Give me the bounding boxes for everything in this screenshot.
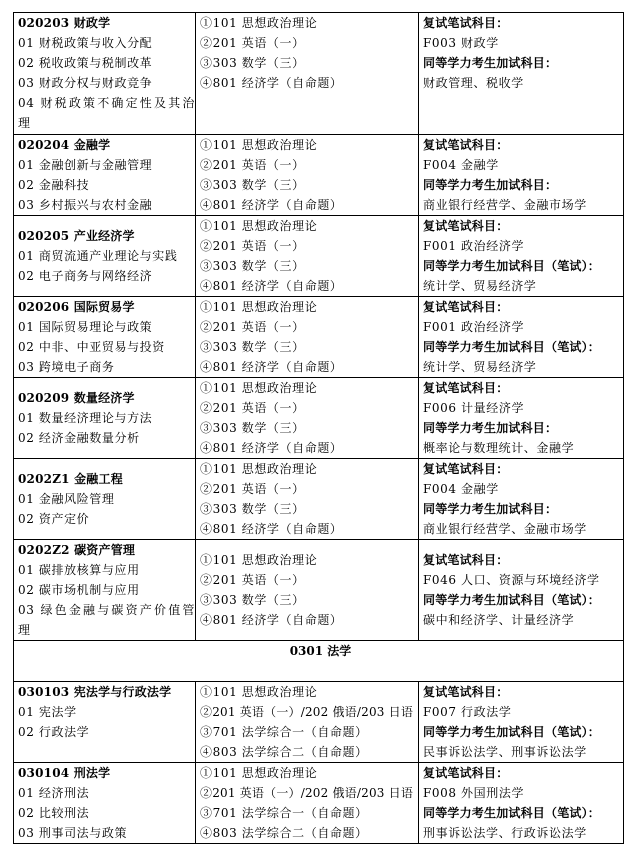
- program-row: [14, 135, 624, 216]
- exam-subject: ②201 英语（一）: [200, 239, 305, 253]
- program-code: 020204: [18, 138, 70, 152]
- exam-subject: ④801 经济学（自命题）: [200, 522, 343, 536]
- research-direction: 02 电子商务与网络经济: [18, 269, 153, 283]
- program-heading: [18, 540, 195, 560]
- retest-cell: [419, 540, 624, 641]
- extra-exam-subjects: 碳中和经济学、计量经济学: [423, 613, 575, 627]
- retest-title: 复试笔试科目：: [423, 553, 509, 567]
- research-direction: 02 资产定价: [18, 512, 90, 526]
- research-direction: 03 刑事司法与政策: [18, 826, 128, 840]
- extra-exam-title: 同等学力考生加试科目：: [423, 178, 558, 192]
- exam-subject: ①101 思想政治理论: [200, 381, 318, 395]
- exam-subject: ④801 经济学（自命题）: [200, 360, 343, 374]
- program-heading: [18, 226, 195, 246]
- exam-subjects-cell: [196, 13, 419, 135]
- retest-cell: [419, 13, 624, 135]
- exam-subject: ④801 经济学（自命题）: [200, 613, 343, 627]
- retest-title: 复试笔试科目：: [423, 219, 509, 233]
- research-direction: 02 金融科技: [18, 178, 90, 192]
- program-heading: [18, 13, 195, 33]
- program-name: 数量经济学: [73, 391, 135, 405]
- research-direction: 02 中非、中亚贸易与投资: [18, 340, 165, 354]
- program-heading: [18, 763, 195, 783]
- research-direction: 理: [18, 623, 31, 637]
- extra-exam-subjects: 统计学、贸易经济学: [423, 360, 537, 374]
- research-direction: 01 金融风险管理: [18, 492, 115, 506]
- exam-subject: ②201 英语（一）: [200, 573, 305, 587]
- program-name: 国际贸易学: [73, 300, 135, 314]
- retest-cell: [419, 763, 624, 844]
- exam-subject: ③303 数学（三）: [200, 259, 305, 273]
- exam-subject: ③303 数学（三）: [200, 421, 305, 435]
- retest-cell: [419, 682, 624, 763]
- research-direction: 01 数量经济理论与方法: [18, 411, 153, 425]
- exam-subject: ③701 法学综合一（自命题）: [200, 806, 368, 820]
- retest-subject: F007 行政法学: [423, 705, 512, 719]
- program-table: [13, 12, 624, 844]
- research-direction: 03 财政分权与财政竞争: [18, 76, 153, 90]
- extra-exam-subjects: 商业银行经营学、金融市场学: [423, 522, 587, 536]
- program-cell: [14, 540, 196, 641]
- retest-title: 复试笔试科目：: [423, 300, 509, 314]
- retest-title: 复试笔试科目：: [423, 16, 509, 30]
- retest-title: 复试笔试科目：: [423, 381, 509, 395]
- retest-subject: F001 政治经济学: [423, 320, 525, 334]
- program-name: 刑法学: [73, 766, 111, 780]
- research-direction: 01 宪法学: [18, 705, 77, 719]
- retest-subject: F001 政治经济学: [423, 239, 525, 253]
- research-direction: 01 国际贸易理论与政策: [18, 320, 153, 334]
- program-row: [14, 763, 624, 844]
- retest-title: 复试笔试科目：: [423, 462, 509, 476]
- exam-subject: ②201 英语（一）: [200, 401, 305, 415]
- research-direction: 03 乡村振兴与农村金融: [18, 198, 153, 212]
- exam-subject: ②201 英语（一）: [200, 158, 305, 172]
- program-code: 030103: [18, 685, 70, 699]
- extra-exam-title: 同等学力考生加试科目：: [423, 502, 558, 516]
- extra-exam-title: 同等学力考生加试科目：: [423, 56, 558, 70]
- program-name: 宪法学与行政法学: [73, 685, 172, 699]
- retest-cell: [419, 378, 624, 459]
- program-table-body: [14, 13, 624, 844]
- retest-cell: [419, 459, 624, 540]
- exam-subject: ③303 数学（三）: [200, 593, 305, 607]
- exam-subject: ②201 英语（一）/202 俄语/203 日语: [200, 705, 414, 719]
- program-code: 0202Z1: [18, 472, 70, 486]
- program-cell: [14, 297, 196, 378]
- exam-subject: ①101 思想政治理论: [200, 219, 318, 233]
- exam-subject: ①101 思想政治理论: [200, 300, 318, 314]
- retest-subject: F008 外国刑法学: [423, 786, 525, 800]
- section-title: 0301 法学: [14, 641, 624, 682]
- exam-subject: ②201 英语（一）: [200, 36, 305, 50]
- retest-subject: F004 金融学: [423, 482, 499, 496]
- section-row: [14, 641, 624, 682]
- exam-subject: ③701 法学综合一（自命题）: [200, 725, 368, 739]
- exam-subject: ④803 法学综合二（自命题）: [200, 826, 368, 840]
- exam-subjects-cell: [196, 763, 419, 844]
- research-direction: 02 行政法学: [18, 725, 90, 739]
- exam-subject: ④801 经济学（自命题）: [200, 76, 343, 90]
- extra-exam-title: 同等学力考生加试科目：: [423, 421, 558, 435]
- exam-subject: ①101 思想政治理论: [200, 138, 318, 152]
- exam-subject: ③303 数学（三）: [200, 178, 305, 192]
- extra-exam-subjects: 概率论与数理统计、金融学: [423, 441, 575, 455]
- research-direction: 03 绿色金融与碳资产价值管: [18, 603, 195, 617]
- program-cell: [14, 763, 196, 844]
- program-code: 030104: [18, 766, 70, 780]
- exam-subjects-cell: [196, 297, 419, 378]
- exam-subjects-cell: [196, 216, 419, 297]
- exam-subject: ②201 英语（一）: [200, 482, 305, 496]
- program-heading: [18, 388, 195, 408]
- retest-cell: [419, 216, 624, 297]
- extra-exam-subjects: 财政管理、税收学: [423, 76, 524, 90]
- exam-subject: ①101 思想政治理论: [200, 16, 318, 30]
- program-row: [14, 540, 624, 641]
- exam-subjects-cell: [196, 378, 419, 459]
- exam-subject: ③303 数学（三）: [200, 56, 305, 70]
- exam-subjects-cell: [196, 540, 419, 641]
- extra-exam-title: 同等学力考生加试科目（笔试）：: [423, 593, 601, 607]
- program-cell: [14, 459, 196, 540]
- exam-subjects-cell: [196, 135, 419, 216]
- retest-subject: F046 人口、资源与环境经济学: [423, 573, 600, 587]
- program-name: 产业经济学: [73, 229, 135, 243]
- program-heading: [18, 297, 195, 317]
- program-row: [14, 216, 624, 297]
- exam-subject: ③303 数学（三）: [200, 340, 305, 354]
- extra-exam-title: 同等学力考生加试科目（笔试）：: [423, 725, 601, 739]
- research-direction: 理: [18, 116, 31, 130]
- exam-subject: ①101 思想政治理论: [200, 553, 318, 567]
- research-direction: 01 金融创新与金融管理: [18, 158, 153, 172]
- research-direction: 02 税收政策与税制改革: [18, 56, 153, 70]
- research-direction: 03 跨境电子商务: [18, 360, 115, 374]
- exam-subject: ①101 思想政治理论: [200, 766, 318, 780]
- retest-cell: [419, 297, 624, 378]
- extra-exam-title: 同等学力考生加试科目（笔试）：: [423, 806, 601, 820]
- research-direction: 04 财税政策不确定性及其治: [18, 96, 195, 110]
- program-cell: [14, 216, 196, 297]
- program-heading: [18, 682, 195, 702]
- extra-exam-title: 同等学力考生加试科目（笔试）：: [423, 340, 601, 354]
- program-row: [14, 459, 624, 540]
- research-direction: 01 财税政策与收入分配: [18, 36, 153, 50]
- retest-title: 复试笔试科目：: [423, 685, 509, 699]
- exam-subjects-cell: [196, 459, 419, 540]
- exam-subject: ②201 英语（一）: [200, 320, 305, 334]
- research-direction: 02 碳市场机制与应用: [18, 583, 140, 597]
- retest-subject: F003 财政学: [423, 36, 499, 50]
- program-cell: [14, 13, 196, 135]
- retest-subject: F004 金融学: [423, 158, 499, 172]
- program-row: [14, 682, 624, 763]
- program-name: 财政学: [73, 16, 111, 30]
- exam-subject: ②201 英语（一）/202 俄语/203 日语: [200, 786, 414, 800]
- program-code: 020205: [18, 229, 70, 243]
- retest-subject: F006 计量经济学: [423, 401, 525, 415]
- exam-subject: ①101 思想政治理论: [200, 685, 318, 699]
- program-row: [14, 297, 624, 378]
- program-code: 0202Z2: [18, 543, 70, 557]
- program-name: 碳资产管理: [74, 543, 136, 557]
- extra-exam-subjects: 民事诉讼法学、刑事诉讼法学: [423, 745, 587, 759]
- research-direction: 02 经济金融数量分析: [18, 431, 140, 445]
- research-direction: 01 经济刑法: [18, 786, 90, 800]
- program-heading: [18, 469, 195, 489]
- exam-subject: ④801 经济学（自命题）: [200, 441, 343, 455]
- program-code: 020203: [18, 16, 70, 30]
- program-code: 020209: [18, 391, 70, 405]
- exam-subject: ③303 数学（三）: [200, 502, 305, 516]
- exam-subject: ④801 经济学（自命题）: [200, 279, 343, 293]
- program-name: 金融工程: [74, 472, 123, 486]
- research-direction: 02 比较刑法: [18, 806, 90, 820]
- program-row: [14, 378, 624, 459]
- extra-exam-title: 同等学力考生加试科目（笔试）：: [423, 259, 601, 273]
- exam-subject: ①101 思想政治理论: [200, 462, 318, 476]
- retest-title: 复试笔试科目：: [423, 766, 509, 780]
- program-cell: [14, 682, 196, 763]
- retest-cell: [419, 135, 624, 216]
- research-direction: 01 碳排放核算与应用: [18, 563, 140, 577]
- extra-exam-subjects: 刑事诉讼法学、行政诉讼法学: [423, 826, 587, 840]
- exam-subject: ④803 法学综合二（自命题）: [200, 745, 368, 759]
- program-name: 金融学: [73, 138, 111, 152]
- retest-title: 复试笔试科目：: [423, 138, 509, 152]
- exam-subject: ④801 经济学（自命题）: [200, 198, 343, 212]
- program-cell: [14, 135, 196, 216]
- extra-exam-subjects: 商业银行经营学、金融市场学: [423, 198, 587, 212]
- extra-exam-subjects: 统计学、贸易经济学: [423, 279, 537, 293]
- program-heading: [18, 135, 195, 155]
- research-direction: 01 商贸流通产业理论与实践: [18, 249, 178, 263]
- exam-subjects-cell: [196, 682, 419, 763]
- program-row: [14, 13, 624, 135]
- program-code: 020206: [18, 300, 70, 314]
- program-cell: [14, 378, 196, 459]
